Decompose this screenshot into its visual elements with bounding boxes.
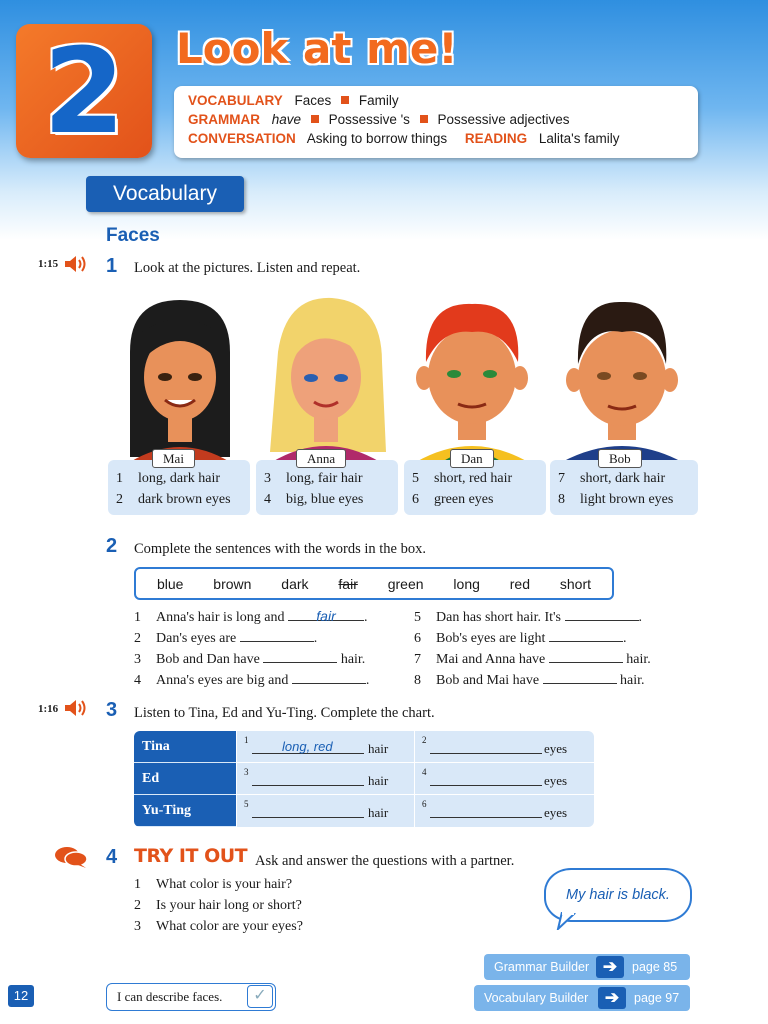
- sentence-item: [134, 607, 368, 627]
- question-text: Is your hair long or short?: [156, 898, 302, 913]
- answer-blank[interactable]: [252, 785, 364, 786]
- answer-blank[interactable]: [543, 670, 617, 684]
- vocabulary-item: Family: [358, 93, 399, 108]
- chart-row: [134, 731, 594, 763]
- bullet-square-icon: [311, 115, 319, 123]
- exercise-number: 4: [106, 846, 118, 868]
- section-tab-vocabulary: Vocabulary: [86, 176, 244, 212]
- speech-bubble-tail: [556, 912, 576, 930]
- word-option: long: [453, 575, 480, 592]
- page-number: 12: [8, 985, 34, 1007]
- unit-contents: [174, 86, 698, 158]
- question-text: What color is your hair?: [156, 877, 293, 892]
- item-number: 1: [134, 610, 141, 625]
- sentence-text: Dan's eyes are: [156, 631, 237, 646]
- word-option: short: [559, 575, 591, 592]
- description-text: dark brown eyes: [138, 492, 231, 507]
- item-number: 2: [422, 735, 427, 745]
- question-text: What color are your eyes?: [156, 919, 303, 934]
- chart-divider: [414, 731, 415, 827]
- sentence-item: [134, 670, 369, 690]
- grammar-builder-link[interactable]: [484, 954, 690, 980]
- chart-word-hair: hair: [368, 741, 389, 756]
- grammar-item: have: [271, 112, 302, 127]
- chart-divider: [236, 731, 237, 827]
- chart-word-hair: hair: [368, 773, 389, 788]
- description-text: short, red hair: [434, 471, 513, 486]
- vocabulary-builder-label: Vocabulary Builder: [484, 991, 589, 1005]
- chart-divider: [236, 794, 594, 795]
- exercise-number: 1: [106, 255, 118, 277]
- item-number: 6: [412, 492, 419, 507]
- chart-row-name: Ed: [134, 763, 236, 794]
- audio-speaker-icon[interactable]: [64, 254, 88, 274]
- description-text: big, blue eyes: [286, 492, 364, 507]
- item-number: 3: [244, 767, 249, 777]
- description-box-dan: [404, 460, 546, 515]
- answer-blank[interactable]: [252, 817, 364, 818]
- section-subhead: Faces: [106, 225, 160, 246]
- exercise-instruction: Listen to Tina, Ed and Yu-Ting. Complete the chart.: [134, 705, 435, 721]
- item-number: 1: [244, 735, 249, 745]
- sentence-text: Anna's eyes are big and: [156, 673, 289, 688]
- item-number: 4: [264, 492, 271, 507]
- speech-bubbles-icon: [54, 846, 88, 868]
- chart-word-eyes: eyes: [544, 805, 568, 820]
- item-number: 3: [134, 919, 141, 934]
- can-do-text: I can describe faces.: [117, 989, 223, 1004]
- speech-bubble: My hair is black.: [544, 868, 692, 922]
- chart-word-eyes: eyes: [544, 741, 568, 756]
- name-tag-dan: Dan: [450, 449, 494, 468]
- item-number: 5: [414, 610, 421, 625]
- description-text: light brown eyes: [580, 492, 674, 507]
- face-illustration-dan: [402, 292, 542, 462]
- grammar-item: Possessive 's: [328, 112, 410, 127]
- exercise-instruction: Ask and answer the questions with a partner.: [255, 853, 515, 869]
- sentence-item: [414, 649, 651, 669]
- item-number: 1: [116, 471, 123, 486]
- description-text: long, fair hair: [286, 471, 363, 486]
- reading-item: Lalita's family: [538, 131, 620, 146]
- unit-number: 2: [42, 22, 126, 160]
- chart-row: [134, 763, 594, 795]
- conversation-item: Asking to borrow things: [306, 131, 448, 146]
- sentence-item: [414, 628, 626, 648]
- description-box-bob: [550, 460, 698, 515]
- question-item: [134, 918, 303, 936]
- description-text: green eyes: [434, 492, 494, 507]
- grammar-label: GRAMMAR: [188, 112, 260, 127]
- sentence-text: Dan has short hair. It's: [436, 610, 562, 625]
- description-box-mai: [108, 460, 250, 515]
- answer-blank[interactable]: [549, 649, 623, 663]
- vocabulary-item: Faces: [294, 93, 332, 108]
- sentence-item: [414, 607, 642, 627]
- contents-conversation-line: [188, 129, 684, 148]
- audio-speaker-icon[interactable]: [64, 698, 88, 718]
- item-number: 4: [134, 673, 141, 688]
- vocabulary-label: VOCABULARY: [188, 93, 283, 108]
- item-number: 4: [422, 767, 427, 777]
- description-text: long, dark hair: [138, 471, 221, 486]
- answer-blank[interactable]: [549, 628, 623, 642]
- sentence-end: hair.: [340, 652, 366, 667]
- question-item: [134, 876, 292, 894]
- word-option: brown: [213, 575, 252, 592]
- contents-vocabulary-line: [188, 91, 684, 110]
- sentence-end: .: [364, 610, 368, 625]
- vocabulary-builder-link[interactable]: [474, 985, 690, 1011]
- answer-blank[interactable]: [430, 817, 542, 818]
- bullet-square-icon: [341, 96, 349, 104]
- sentence-end: hair.: [620, 673, 645, 688]
- item-number: 1: [134, 877, 141, 892]
- item-number: 6: [414, 631, 421, 646]
- word-option: blue: [156, 575, 184, 592]
- sentence-text: Mai and Anna have: [436, 652, 546, 667]
- sentence-text: Bob and Dan have: [156, 652, 260, 667]
- answer-blank[interactable]: [292, 670, 366, 684]
- description-text: short, dark hair: [580, 471, 666, 486]
- arrow-right-icon: ➔: [598, 987, 626, 1009]
- item-number: 8: [558, 492, 565, 507]
- exercise-number: 2: [106, 535, 118, 557]
- sentence-end: .: [622, 631, 627, 646]
- conversation-label: CONVERSATION: [188, 131, 296, 146]
- answer-blank[interactable]: fair: [288, 607, 364, 621]
- grammar-builder-page: page 85: [632, 960, 678, 974]
- item-number: 6: [422, 799, 427, 809]
- reading-label: READING: [464, 131, 528, 146]
- item-number: 7: [558, 471, 565, 486]
- item-number: 2: [134, 898, 141, 913]
- chart-row-name: Tina: [134, 731, 236, 762]
- exercise-instruction: Complete the sentences with the words in the box.: [134, 541, 426, 557]
- face-illustration-anna: [256, 292, 396, 462]
- can-do-statement: [106, 983, 276, 1011]
- unit-title: Look at me!: [176, 24, 458, 73]
- arrow-right-icon: ➔: [596, 956, 624, 978]
- vocabulary-builder-page: page 97: [634, 991, 680, 1005]
- item-number: 5: [412, 471, 419, 486]
- word-option: green: [387, 575, 424, 592]
- item-number: 5: [244, 799, 249, 809]
- exercise-instruction: Look at the pictures. Listen and repeat.: [134, 260, 361, 276]
- sentence-end: hair.: [626, 652, 651, 667]
- try-it-out-title: TRY IT OUT: [134, 845, 248, 867]
- checkmark-icon[interactable]: ✓: [247, 985, 273, 1008]
- item-number: 3: [134, 652, 141, 667]
- completion-chart: [134, 731, 594, 827]
- word-option: red: [509, 575, 530, 592]
- sentence-item: [134, 649, 365, 669]
- description-box-anna: [256, 460, 398, 515]
- sentence-text: Bob's eyes are light: [436, 631, 546, 646]
- answer-blank[interactable]: [430, 753, 542, 754]
- chart-word-hair: hair: [368, 805, 389, 820]
- unit-number-box: [16, 24, 152, 158]
- chart-row: [134, 795, 594, 827]
- item-number: 8: [414, 673, 421, 688]
- answer-text: long, red: [282, 739, 333, 754]
- sentence-text: Bob and Mai have: [436, 673, 540, 688]
- contents-grammar-line: [188, 110, 684, 129]
- grammar-item: Possessive adjectives: [437, 112, 570, 127]
- chart-row-name: Yu-Ting: [134, 795, 236, 826]
- face-illustration-bob: [552, 292, 692, 462]
- name-tag-anna: Anna: [296, 449, 346, 468]
- face-illustration-mai: [110, 292, 250, 462]
- sentence-end: .: [313, 631, 318, 646]
- item-number: 7: [414, 652, 421, 667]
- audio-track-label: 1:15: [38, 258, 59, 270]
- question-item: [134, 897, 302, 915]
- bullet-square-icon: [420, 115, 428, 123]
- sentence-item: [134, 628, 317, 648]
- sentence-end: .: [365, 673, 370, 688]
- word-option-used: fair: [338, 575, 358, 592]
- sentence-end: .: [638, 610, 643, 625]
- answer-blank[interactable]: [430, 785, 542, 786]
- word-option: dark: [281, 575, 309, 592]
- item-number: 2: [116, 492, 123, 507]
- answer-blank[interactable]: [240, 628, 314, 642]
- word-box: [134, 567, 614, 600]
- grammar-builder-label: Grammar Builder: [494, 960, 590, 974]
- name-tag-mai: Mai: [152, 449, 195, 468]
- exercise-number: 3: [106, 699, 118, 721]
- answer-blank[interactable]: [565, 607, 639, 621]
- item-number: 2: [134, 631, 141, 646]
- chart-divider: [236, 762, 594, 763]
- sentence-item: [414, 670, 645, 690]
- name-tag-bob: Bob: [598, 449, 642, 468]
- sentence-text: Anna's hair is long and: [156, 610, 285, 625]
- audio-track-label: 1:16: [38, 703, 59, 715]
- chart-word-eyes: eyes: [544, 773, 568, 788]
- item-number: 3: [264, 471, 271, 486]
- answer-blank[interactable]: [263, 649, 337, 663]
